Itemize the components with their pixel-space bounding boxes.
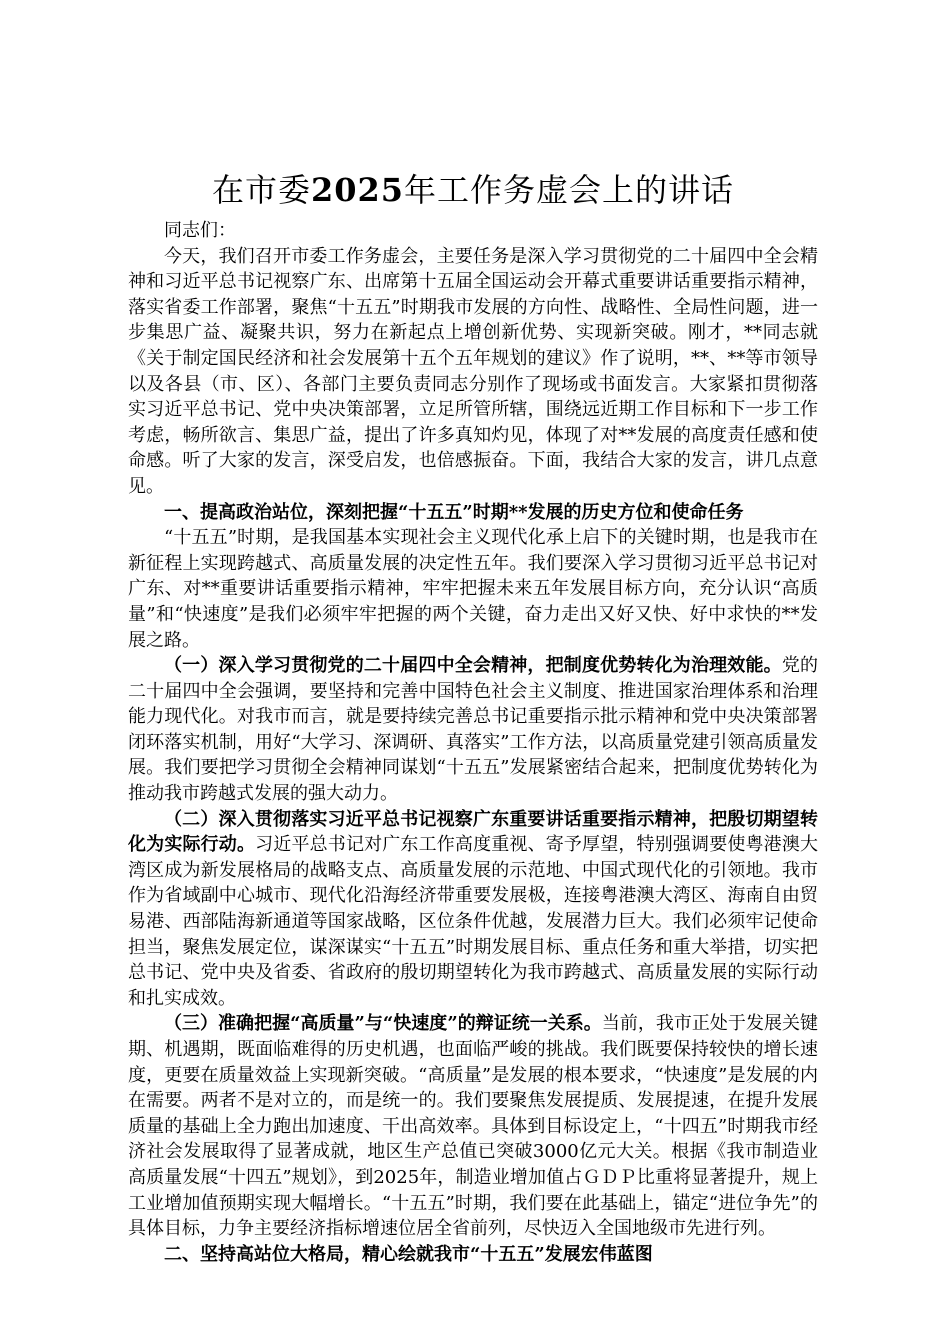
subsection-3-body: 当前，我市正处于发展关键期、机遇期，既面临难得的历史机遇，也面临严峻的挑战。我们既要保持较快的增长速度，更要在质量效益上实现新突破。“高质量”是发展的根本要求，“快速度”是发展的内在需要。两者不是对立的，而是统一的。我们要聚焦发展提质、发展提速，在提升发展质量的基础上全力跑出加速度、干出高效率。具体到目标设定上，“十四五”时期我市经济社会发展取得了显著成就，地区生产总值已突破3000亿元大关。根据《我市制造业高质量发展“十四五”规划》，到2025年，制造业增加值占ＧＤＰ比重将显著提升，规上工业增加值预期实现大幅增长。“十五五”时期，我们要在此基础上，锚定“进位争先”的具体目标，力争主要经济指标增速位居全省前列，尽快迈入全国地级市先进行列。	[128, 1013, 818, 1240]
subsection-3-paragraph	[128, 1011, 818, 1241]
title-prefix: 在市委	[211, 171, 311, 209]
title-suffix: 年工作务虚会上的讲话	[404, 171, 735, 209]
page-title	[128, 168, 818, 212]
subsection-1-heading: （一）深入学习贯彻党的二十届四中全会精神，把制度优势转化为治理效能。	[164, 655, 782, 677]
subsection-3-heading: （三）准确把握“高质量”与“快速度”的辩证统一关系。	[164, 1013, 602, 1035]
section-1-heading: 一、提高政治站位，深刻把握“十五五”时期**发展的历史方位和使命任务	[164, 501, 744, 523]
greeting: 同志们：	[164, 220, 236, 241]
subsection-1-paragraph	[128, 653, 818, 807]
document-body	[128, 168, 818, 1267]
subsection-2-body: 习近平总书记对广东工作高度重视、寄予厚望，特别强调要使粤港澳大湾区成为新发展格局的战略支点、高质量发展的示范地、中国式现代化的引领地。我市作为省域副中心城市、现代化沿海经济带重要发展极，连接粤港澳大湾区、海南自由贸易港、西部陆海新通道等国家战略，区位条件优越，发展潜力巨大。我们必须牢记使命担当，聚焦发展定位，谋深谋实“十五五”时期发展目标、重点任务和重大举措，切实把总书记、党中央及省委、省政府的殷切期望转化为我市跨越式、高质量发展的实际行动和扎实成效。	[128, 834, 819, 1009]
subsection-1-body: 党的二十届四中全会强调，要坚持和完善中国特色社会主义制度、推进国家治理体系和治理能力现代化。对我市而言，就是要持续完善总书记重要指示批示精神和党中央决策部署闭环落实机制，用好“大学习、深调研、真落实”工作方法，以高质量党建引领高质量发展。我们要把学习贯彻全会精神同谋划“十五五”发展紧密结合起来，把制度优势转化为推动我市跨越式发展的强大动力。	[128, 655, 818, 805]
subsection-2-heading: （二）深入贯彻落实习近平总书记视察广东重要讲话重要指示精神，把殷切期望转化为实际行动。	[128, 808, 818, 856]
intro-paragraph: 今天，我们召开市委工作务虚会，主要任务是深入学习贯彻党的二十届四中全会精神和习近平总书记视察广东、出席第十五届全国运动会开幕式重要讲话重要指示精神，落实省委工作部署，聚焦“十五五”时期我市发展的方向性、战略性、全局性问题，进一步集思广益、凝聚共识，努力在新起点上增创新优势、实现新突破。刚才，**同志就《关于制定国民经济和社会发展第十五个五年规划的建议》作了说明，**、**等市领导以及各县（市、区）、各部门主要负责同志分别作了现场或书面发言。大家紧扣贯彻落实习近平总书记、党中央决策部署，立足所管所辖，围绕远近期工作目标和下一步工作考虑，畅所欲言、集思广益，提出了许多真知灼见，体现了对**发展的高度责任感和使命感。听了大家的发言，深受启发，也倍感振奋。下面，我结合大家的发言，讲几点意见。	[128, 245, 818, 497]
subsection-2-paragraph	[128, 807, 818, 1012]
section-2-heading: 二、坚持高站位大格局，精心绘就我市“十五五”发展宏伟蓝图	[164, 1243, 653, 1265]
title-year: 2025	[310, 171, 405, 209]
section-1-paragraph: “十五五”时期，是我国基本实现社会主义现代化承上启下的关键时期，也是我市在新征程上实现跨越式、高质量发展的决定性五年。我们要深入学习贯彻习近平总书记对广东、对**重要讲话重要指示精神，牢牢把握未来五年发展目标方向，充分认识“高质量”和“快速度”是我们必须牢牢把握的两个关键，奋力走出又好又快、好中求快的**发展之路。	[128, 527, 818, 651]
